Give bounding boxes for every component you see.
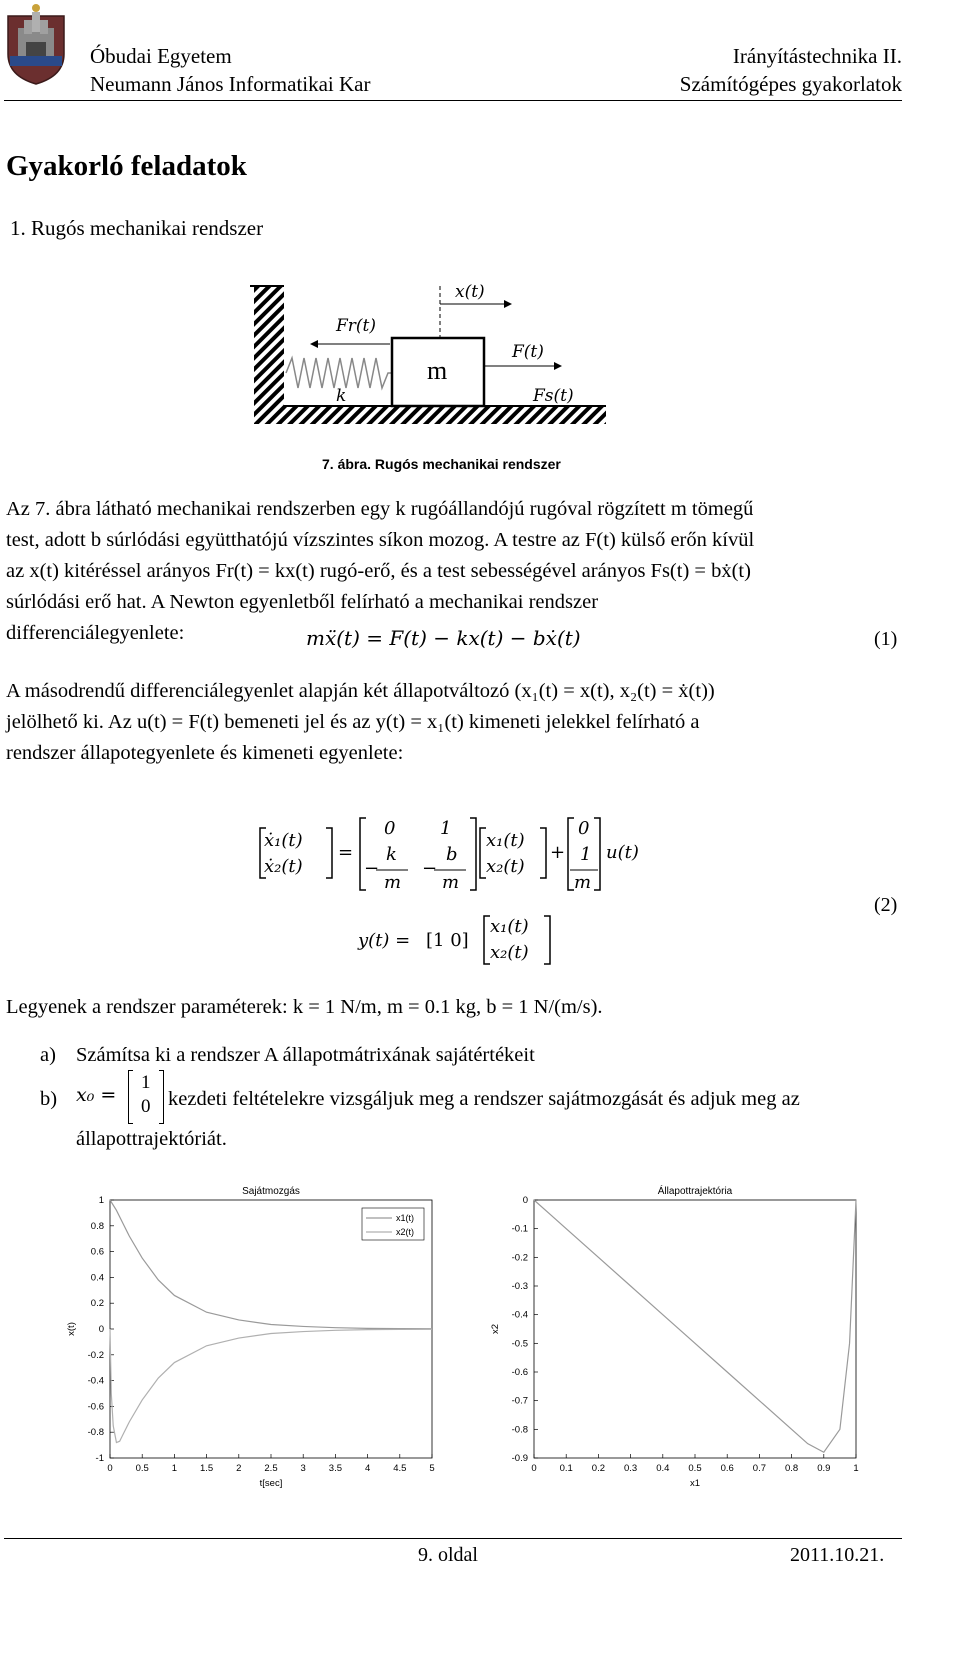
task-b-text2: állapottrajektóriát. [76, 1128, 227, 1150]
equation-2 [250, 812, 670, 972]
y-tick-label: -0.1 [511, 1223, 528, 1235]
p1-line3: az x(t) kitéréssel arányos Fr(t) = kx(t) rugó-erő, és a test sebességével arányos Fs(t) = bẋ(t) [6, 560, 751, 582]
legend-label: x2(t) [396, 1227, 414, 1237]
x-tick-label: 4.5 [393, 1463, 407, 1474]
x-tick-label: 0.6 [720, 1463, 734, 1474]
task-b-x0: x₀ = [76, 1084, 117, 1106]
parameters: Legyenek a rendszer paraméterek: k = 1 N/m, m = 0.1 kg, b = 1 N/(m/s). [6, 996, 603, 1018]
x-tick-label: 0.8 [784, 1463, 799, 1474]
equation-2-number: (2) [874, 894, 898, 916]
output-c: [1 0] [426, 930, 469, 951]
p1-line2: test, adott b súrlódási együtthatójú vízszintes síkon mozog. A testre az F(t) külső erőn kívül [6, 529, 755, 551]
header-subtitle: Számítógépes gyakorlatok [679, 72, 902, 96]
chart-title: Sajátmozgás [242, 1186, 300, 1197]
spring-mass-diagram [250, 280, 610, 430]
a11: 0 [384, 818, 396, 839]
y-tick-label: -0.3 [511, 1281, 528, 1292]
page-number: 9. oldal [418, 1544, 478, 1566]
section-heading: 1. Rugós mechanikai rendszer [10, 216, 264, 240]
y-tick-label: -0.2 [511, 1252, 528, 1264]
sajatmozgas-chart [52, 1176, 452, 1496]
x-tick-label: 0.4 [656, 1463, 670, 1474]
wall [254, 286, 284, 424]
p1-line5: differenciálegyenlete: [6, 622, 185, 644]
p2-line1: A másodrendű differenciálegyenlet alapján két állapotváltozó (x₁(t) = x(t), x₂(t) = ẋ(t)) [6, 680, 715, 702]
y-tick-label: -0.5 [511, 1338, 528, 1350]
task-b-label: b) [40, 1088, 58, 1110]
x-tick-label: 1.5 [199, 1463, 214, 1474]
a22-den: m [442, 872, 460, 893]
out-x2: x₂(t) [490, 942, 529, 963]
x-tick-label: 2 [236, 1463, 242, 1474]
task-b-vector [128, 1070, 164, 1124]
p1-line1: Az 7. ábra látható mechanikai rendszerben egy k rugóállandójú rugóval rögzített m tömegű [6, 498, 754, 520]
figure-7 [250, 280, 610, 430]
chart-title: Állapottrajektória [657, 1186, 733, 1197]
y-tick-label: 0 [522, 1195, 528, 1206]
a21-den: m [384, 872, 402, 893]
equals-sign: = [338, 842, 354, 863]
x-tick-label: 0 [107, 1463, 113, 1474]
y-tick-label: 0.6 [90, 1246, 104, 1258]
vector-1: 1 [141, 1072, 151, 1093]
page-title: Gyakorló feladatok [6, 150, 247, 182]
y-axis-label: x(t) [66, 1322, 77, 1336]
x-tick-label: 1 [853, 1463, 859, 1474]
plus-sign: + [550, 842, 566, 863]
y-tick-label: -0.6 [511, 1367, 528, 1378]
x-tick-label: 0.1 [559, 1463, 573, 1474]
legend-box [362, 1208, 424, 1240]
x-tick-label: 0.3 [623, 1463, 638, 1474]
p2-line3: rendszer állapotegyenlete és kimeneti egyenlete: [6, 742, 404, 764]
x-axis-label: x1 [689, 1478, 701, 1489]
p2-line2: jelölhető ki. Az u(t) = F(t) bemeneti jel és az y(t) = x₁(t) kimeneti jelekkel felírható a [6, 711, 700, 733]
b2-den: m [574, 872, 592, 893]
footer-rule [4, 1538, 902, 1539]
a12: 1 [440, 818, 452, 839]
header-rule [4, 100, 902, 101]
a22-minus: − [422, 858, 438, 879]
paragraph-2 [6, 676, 902, 769]
task-a-text: Számítsa ki a rendszer A állapotmátrixának sajátértékeit [76, 1044, 535, 1066]
y-tick-label: -0.8 [87, 1427, 104, 1439]
equation-1: mẍ(t) = F(t) − kx(t) − bẋ(t) [306, 626, 581, 650]
legend-label: x1(t) [396, 1213, 414, 1223]
output-y: y(t) = [358, 930, 411, 951]
fs-label: Fs(t) [533, 386, 574, 406]
x-tick-label: 3.5 [328, 1463, 343, 1474]
x-tick-label: 4 [364, 1463, 371, 1474]
header-course: Irányítástechnika II. [732, 44, 902, 68]
plot-area [534, 1200, 856, 1458]
x-tick-label: 0.2 [591, 1463, 606, 1474]
fr-label: Fr(t) [336, 316, 377, 336]
f-label: F(t) [512, 342, 544, 362]
x-axis-label: t[sec] [259, 1478, 283, 1489]
y-tick-label: -0.8 [511, 1424, 528, 1436]
university-logo [4, 2, 68, 86]
a22-num: b [446, 844, 458, 865]
y-tick-label: 0 [98, 1324, 104, 1335]
y-tick-label: -0.4 [511, 1309, 528, 1321]
equation-1-number: (1) [874, 628, 898, 650]
mass-label: m [427, 356, 448, 385]
spring [286, 358, 392, 388]
lhs-x1dot: ẋ₁(t) [264, 830, 303, 851]
y-tick-label: -1 [95, 1453, 104, 1464]
y-tick-label: -0.4 [87, 1375, 104, 1387]
y-tick-label: -0.2 [87, 1349, 104, 1361]
header-university: Óbudai Egyetem [90, 44, 232, 68]
state-x2: x₂(t) [486, 856, 525, 877]
lhs-x2dot: ẋ₂(t) [264, 856, 303, 877]
b2-num: 1 [580, 844, 592, 865]
a21-num: k [386, 844, 397, 865]
input-u: u(t) [606, 842, 639, 863]
y-tick-label: 0.2 [90, 1298, 104, 1310]
vector-2: 0 [141, 1096, 151, 1117]
p1-line4: súrlódási erő hat. A Newton egyenletből felírható a mechanikai rendszer [6, 591, 599, 613]
x-tick-label: 5 [429, 1463, 435, 1474]
task-b-text: kezdeti feltételekre vizsgáljuk meg a rendszer sajátmozgását és adjuk meg az [168, 1088, 800, 1110]
x-tick-label: 1 [171, 1463, 178, 1474]
b1: 0 [578, 818, 590, 839]
header-faculty: Neumann János Informatikai Kar [90, 72, 371, 96]
state-x1: x₁(t) [486, 830, 525, 851]
header-left [90, 42, 371, 98]
a21-minus: − [364, 858, 380, 879]
header-right [680, 42, 902, 98]
y-tick-label: 0.8 [90, 1220, 104, 1232]
x-tick-label: 3 [300, 1463, 306, 1474]
x-tick-label: 2.5 [264, 1463, 278, 1474]
task-a-label: a) [40, 1044, 56, 1066]
figure-caption: 7. ábra. Rugós mechanikai rendszer [322, 456, 561, 472]
x-tick-label: 0.5 [688, 1463, 702, 1474]
y-axis-label: x2 [490, 1323, 501, 1335]
out-x1: x₁(t) [490, 916, 529, 937]
floor [284, 406, 606, 424]
footer-date: 2011.10.21. [790, 1544, 885, 1566]
k-label: k [336, 386, 347, 406]
y-tick-label: -0.7 [511, 1395, 528, 1407]
y-tick-label: -0.6 [87, 1401, 104, 1413]
y-tick-label: -0.9 [511, 1453, 528, 1464]
x-tick-label: 0.9 [817, 1463, 831, 1474]
x-label: x(t) [455, 282, 485, 302]
allapottrajektoria-chart [478, 1176, 878, 1496]
y-tick-label: 0.4 [90, 1272, 104, 1284]
x-tick-label: 0.7 [752, 1463, 767, 1474]
y-tick-label: 1 [98, 1195, 104, 1206]
x-tick-label: 0.5 [135, 1463, 149, 1474]
x-tick-label: 0 [531, 1463, 537, 1474]
